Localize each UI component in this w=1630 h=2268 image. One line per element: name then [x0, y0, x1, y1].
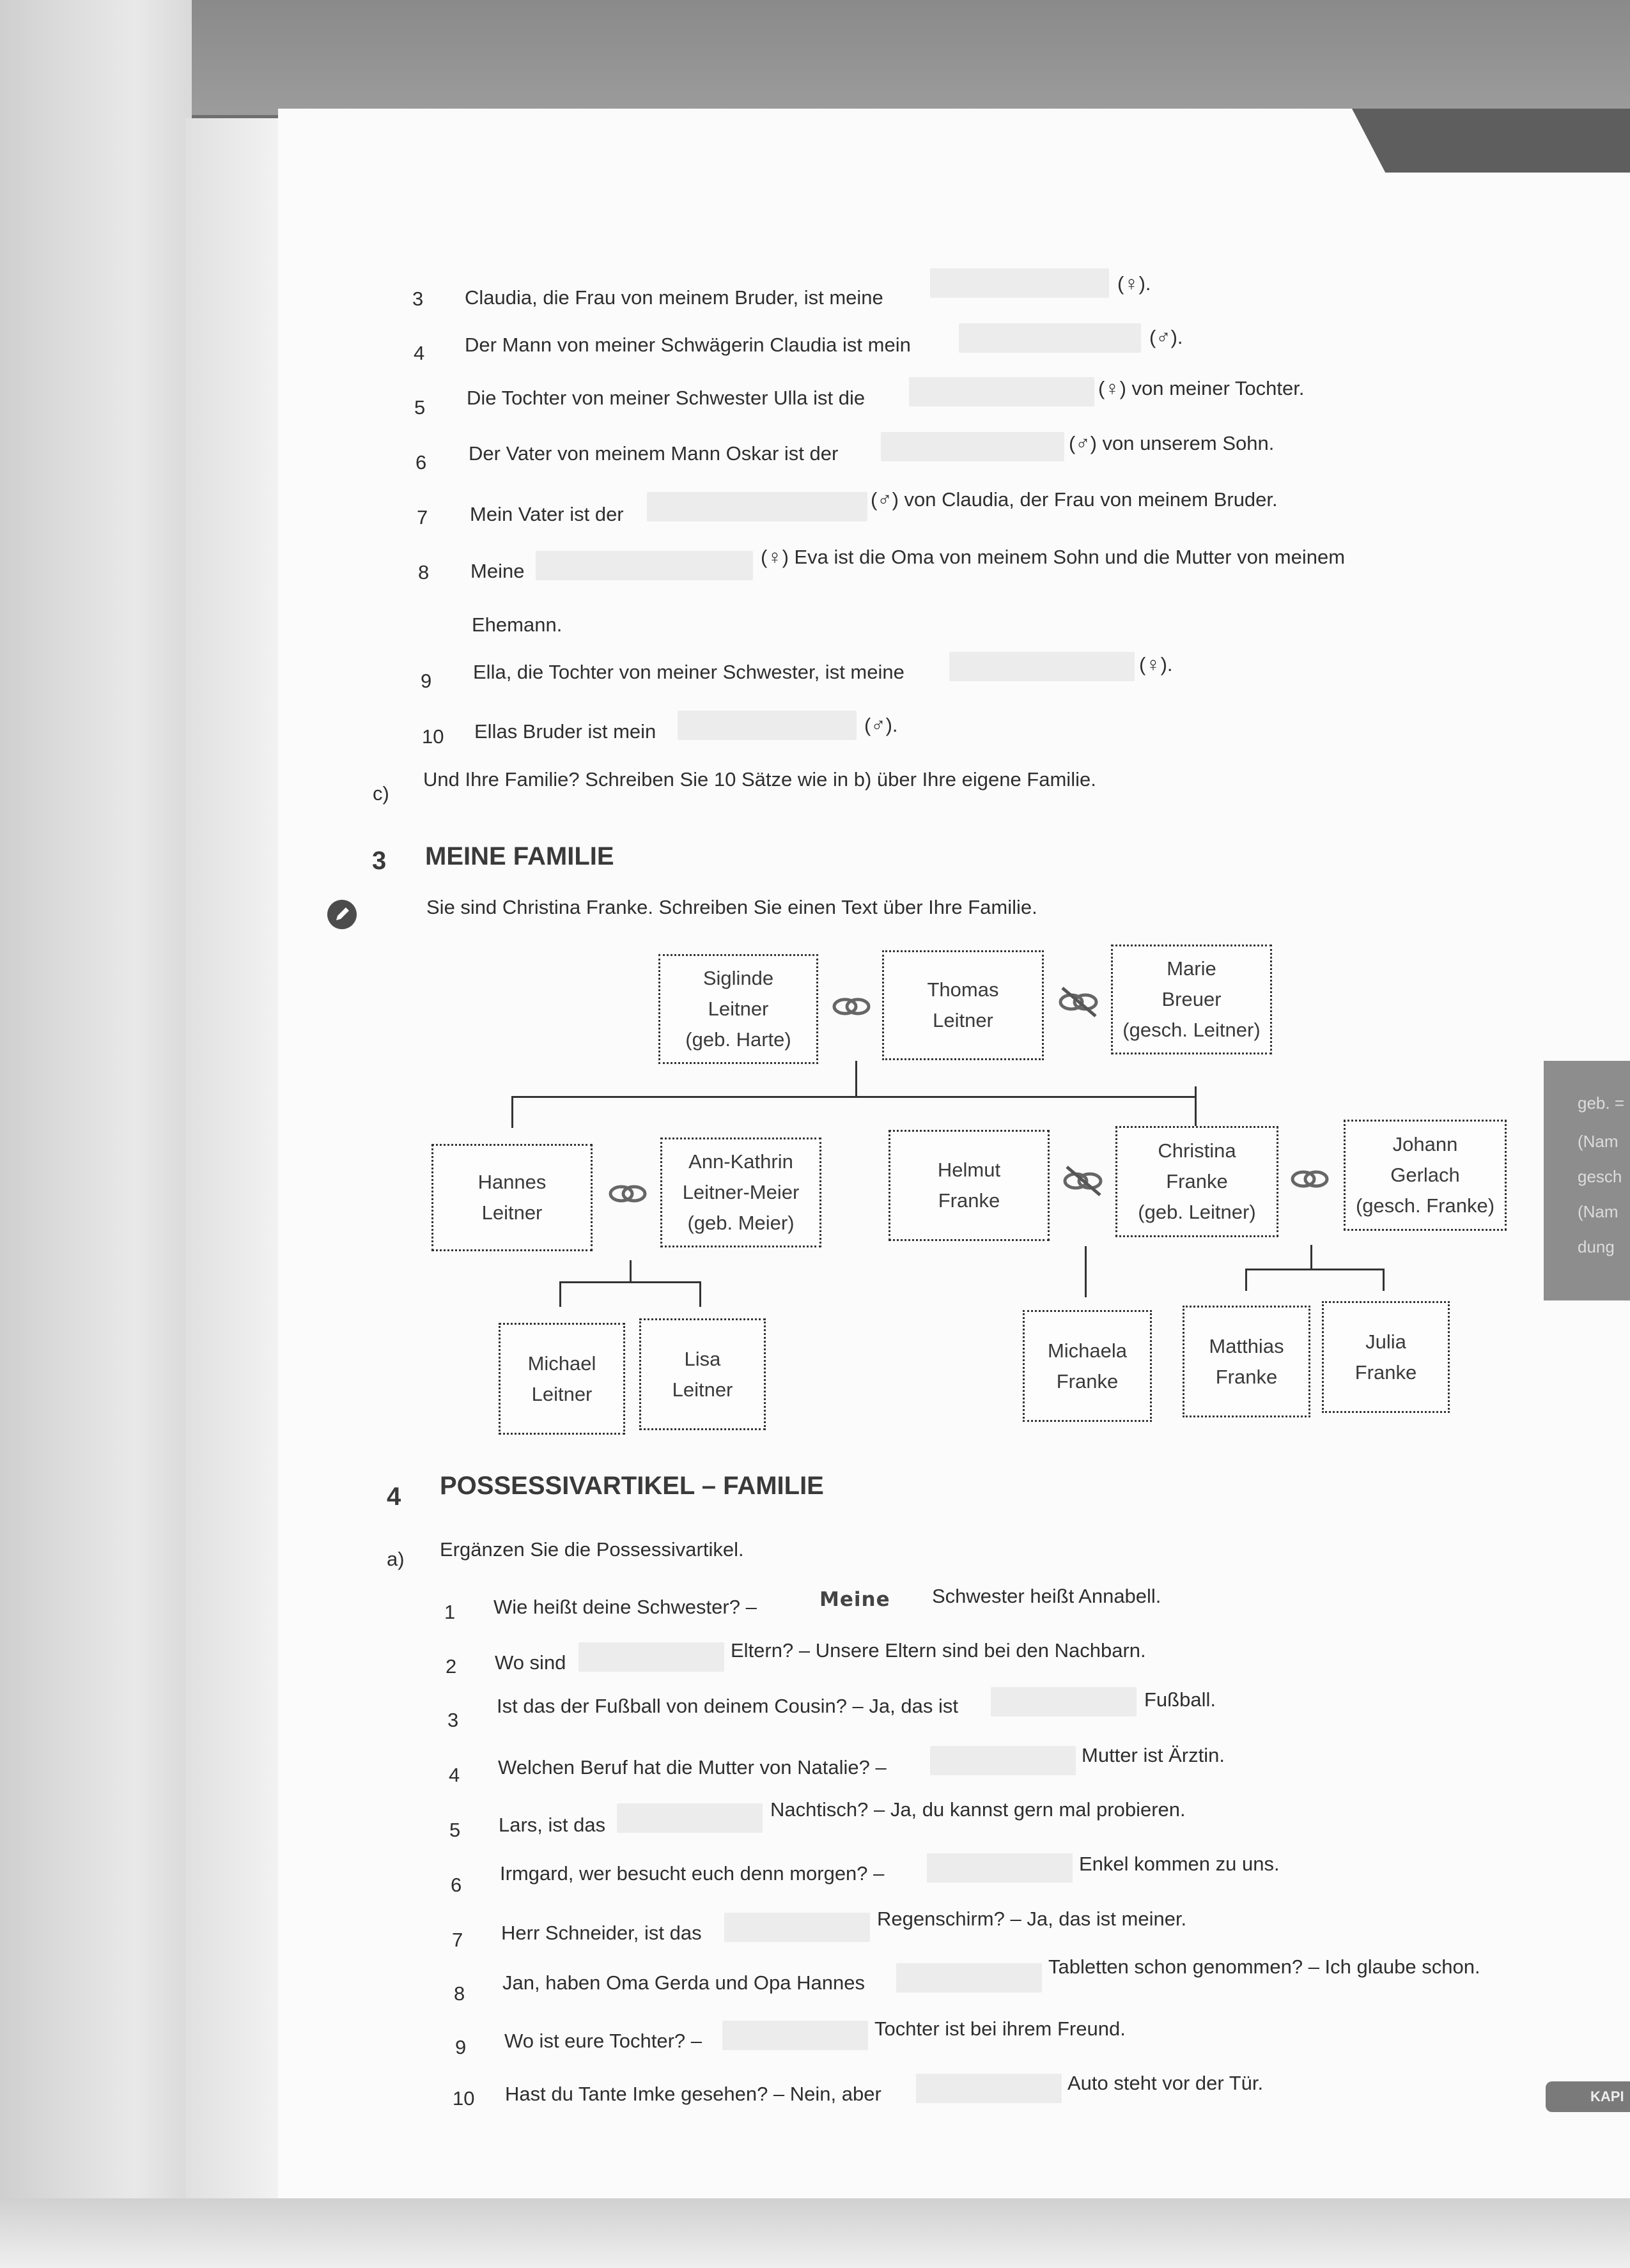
- answer-blank[interactable]: [909, 377, 1094, 406]
- item-text: Der Vater von meinem Mann Oskar ist der: [469, 442, 839, 465]
- item-text: Welchen Beruf hat die Mutter von Natalie? –: [498, 1756, 887, 1778]
- tree-line: [1195, 1086, 1197, 1126]
- item-text-after: Regenschirm? – Ja, das ist meiner.: [877, 1908, 1187, 1930]
- side-info-line: gesch: [1578, 1167, 1622, 1186]
- item-text-after: Schwester heißt Annabell.: [932, 1585, 1161, 1607]
- item-number: 7: [417, 506, 428, 528]
- scanner-left-edge: [0, 0, 192, 2268]
- answer-blank[interactable]: [930, 268, 1109, 298]
- answer-blank[interactable]: [991, 1687, 1137, 1716]
- answer-blank[interactable]: [578, 1642, 724, 1672]
- item-text-after: (♀).: [1139, 653, 1173, 675]
- person-johann-gerlach: [1344, 1120, 1507, 1231]
- tree-line: [699, 1281, 701, 1307]
- person-name: Lisa Leitner: [672, 1347, 733, 1401]
- item-number: 9: [421, 670, 432, 692]
- subtask-text: Und Ihre Familie? Schreiben Sie 10 Sätze wie in b) über Ihre eigene Familie.: [423, 768, 1096, 791]
- item-text: Der Mann von meiner Schwägerin Claudia ist mein: [465, 334, 911, 356]
- person-siglinde-leitner: [658, 954, 818, 1064]
- section-title: POSSESSIVARTIKEL – FAMILIE: [440, 1472, 824, 1500]
- item-text: Hast du Tante Imke gesehen? – Nein, aber: [505, 2083, 881, 2105]
- item-number: 4: [449, 1764, 460, 1786]
- item-number: 5: [449, 1819, 461, 1841]
- section-title: MEINE FAMILIE: [425, 842, 614, 870]
- answer-blank[interactable]: [722, 2021, 868, 2050]
- person-name: Thomas Leitner: [927, 978, 999, 1031]
- answer-blank[interactable]: [949, 652, 1135, 681]
- handwritten-answer: Meine: [819, 1588, 890, 1611]
- item-number: 1: [444, 1601, 456, 1623]
- item-text-after: (♀).: [1117, 272, 1151, 295]
- item-number: 10: [422, 725, 444, 748]
- item-number: 10: [453, 2087, 475, 2110]
- item-text: Claudia, die Frau von meinem Bruder, ist meine: [465, 286, 883, 309]
- person-name: Marie Breuer (gesch. Leitner): [1122, 957, 1261, 1041]
- item-text: Die Tochter von meiner Schwester Ulla ist die: [467, 387, 865, 409]
- item-number: 9: [455, 2036, 467, 2058]
- item-number: 2: [446, 1655, 457, 1678]
- person-ann-kathrin-leitner-meier: [660, 1138, 821, 1247]
- answer-blank[interactable]: [647, 492, 867, 521]
- person-thomas-leitner: [882, 950, 1044, 1060]
- item-text-after: Auto steht vor der Tür.: [1067, 2072, 1264, 2094]
- person-julia-franke: [1322, 1301, 1450, 1413]
- item-text-after: Eltern? – Unsere Eltern sind bei den Nachbarn.: [731, 1639, 1146, 1662]
- answer-blank[interactable]: [927, 1853, 1073, 1883]
- section-number: 3: [372, 847, 387, 875]
- item-text-after: Tochter ist bei ihrem Freund.: [874, 2017, 1126, 2040]
- answer-blank[interactable]: [916, 2074, 1062, 2103]
- person-name: Ann-Kathrin Leitner-Meier (geb. Meier): [682, 1150, 800, 1234]
- tree-line: [1383, 1269, 1385, 1291]
- tree-line: [630, 1260, 632, 1283]
- item-text-after: Mutter ist Ärztin.: [1082, 1744, 1225, 1766]
- item-text: Ellas Bruder ist mein: [474, 720, 656, 743]
- tree-line: [511, 1096, 513, 1128]
- subtask-text: Ergänzen Sie die Possessivartikel.: [440, 1538, 744, 1561]
- item-number: 4: [414, 342, 425, 364]
- person-michaela-franke: [1023, 1310, 1152, 1422]
- person-lisa-leitner: [639, 1318, 766, 1430]
- answer-blank[interactable]: [617, 1803, 763, 1833]
- answer-blank[interactable]: [930, 1746, 1076, 1775]
- item-number: 6: [451, 1874, 462, 1896]
- side-info-line: geb. =: [1578, 1093, 1625, 1113]
- pencil-icon: [327, 900, 357, 929]
- item-text: Lars, ist das: [499, 1814, 606, 1836]
- item-text: Meine: [470, 560, 525, 582]
- item-text-after: (♀) Eva ist die Oma von meinem Sohn und die Mutter von meinem: [761, 546, 1346, 568]
- tree-line: [1310, 1245, 1312, 1270]
- tree-line: [1085, 1246, 1087, 1297]
- item-text: Wie heißt deine Schwester? –: [493, 1596, 757, 1618]
- item-text: Jan, haben Oma Gerda und Opa Hannes: [502, 1971, 865, 1994]
- chapter-tab: KAPI: [1546, 2081, 1630, 2112]
- item-number: 6: [415, 451, 427, 474]
- person-christina-franke: [1115, 1126, 1278, 1237]
- item-text-after: Tabletten schon genommen? – Ich glaube schon.: [1048, 1956, 1480, 1978]
- page-corner-tab: [1352, 109, 1630, 173]
- item-text-after: Nachtisch? – Ja, du kannst gern mal probieren.: [770, 1798, 1186, 1821]
- divorced-rings-icon: [1058, 1163, 1109, 1199]
- item-text: Ist das der Fußball von deinem Cousin? – Ja, das ist: [497, 1695, 958, 1717]
- side-info-line: (Nam: [1578, 1132, 1618, 1151]
- item-text-after: (♀) von meiner Tochter.: [1098, 377, 1305, 399]
- answer-blank[interactable]: [678, 711, 857, 740]
- item-text-after: Fußball.: [1144, 1688, 1216, 1711]
- item-text: Wo ist eure Tochter? –: [504, 2030, 702, 2052]
- person-helmut-franke: [889, 1130, 1050, 1241]
- item-number: 5: [414, 396, 426, 419]
- side-info-panel: [1544, 1061, 1630, 1300]
- item-text-continued: Ehemann.: [472, 613, 563, 636]
- person-name: Siglinde Leitner (geb. Harte): [685, 967, 791, 1051]
- answer-blank[interactable]: [536, 551, 753, 580]
- person-name: Julia Franke: [1354, 1330, 1417, 1384]
- tree-line: [559, 1281, 561, 1307]
- page-shadow: [185, 118, 278, 2208]
- item-text-after: (♂).: [1149, 326, 1183, 348]
- person-marie-breuer: [1111, 945, 1272, 1054]
- divorced-rings-icon: [1053, 984, 1105, 1020]
- person-name: Matthias Franke: [1209, 1334, 1284, 1388]
- tree-line: [1245, 1269, 1247, 1291]
- item-text: Irmgard, wer besucht euch denn morgen? –: [500, 1862, 885, 1885]
- item-number: 7: [452, 1929, 463, 1951]
- item-text-after: (♂) von unserem Sohn.: [1069, 432, 1275, 454]
- item-text: Wo sind: [495, 1651, 566, 1674]
- item-number: 8: [454, 1982, 465, 2005]
- section-number: 4: [387, 1483, 401, 1511]
- person-hannes-leitner: [431, 1144, 593, 1251]
- item-text-after: (♂).: [864, 714, 898, 736]
- side-info-line: (Nam: [1578, 1202, 1618, 1221]
- side-info-line: dung: [1578, 1237, 1615, 1256]
- section-instruction: Sie sind Christina Franke. Schreiben Sie einen Text über Ihre Familie.: [426, 896, 1037, 918]
- answer-blank[interactable]: [959, 323, 1141, 353]
- scanner-background: [0, 0, 1630, 115]
- wedding-rings-icon: [1286, 1166, 1333, 1192]
- item-number: 3: [447, 1709, 459, 1731]
- item-number: 3: [412, 288, 424, 310]
- item-text: Herr Schneider, ist das: [501, 1922, 702, 1944]
- item-text: Ella, die Tochter von meiner Schwester, ist meine: [473, 661, 904, 683]
- person-name: Michael Leitner: [527, 1352, 596, 1405]
- person-michael-leitner: [499, 1323, 625, 1435]
- tree-line: [511, 1096, 1197, 1098]
- person-name: Christina Franke (geb. Leitner): [1138, 1139, 1256, 1223]
- person-name: Hannes Leitner: [477, 1171, 547, 1224]
- item-text-after: (♂) von Claudia, der Frau von meinem Bruder.: [871, 488, 1278, 511]
- person-name: Johann Gerlach (gesch. Franke): [1355, 1133, 1495, 1217]
- tree-line: [559, 1281, 701, 1283]
- item-text: Mein Vater ist der: [470, 503, 624, 525]
- wedding-rings-icon: [828, 994, 875, 1019]
- subtask-label: a): [387, 1548, 405, 1570]
- answer-blank[interactable]: [724, 1913, 870, 1942]
- person-name: Helmut Franke: [937, 1159, 1001, 1212]
- subtask-label: c): [373, 782, 389, 805]
- wedding-rings-icon: [604, 1181, 651, 1207]
- item-text-after: Enkel kommen zu uns.: [1079, 1853, 1280, 1875]
- tree-line: [1245, 1269, 1385, 1270]
- person-matthias-franke: [1183, 1306, 1310, 1417]
- answer-blank[interactable]: [896, 1963, 1042, 1993]
- answer-blank[interactable]: [881, 432, 1064, 461]
- scanner-bottom-edge: [0, 2198, 1630, 2268]
- tree-line: [855, 1061, 857, 1097]
- person-name: Michaela Franke: [1047, 1339, 1128, 1392]
- item-number: 8: [418, 561, 430, 583]
